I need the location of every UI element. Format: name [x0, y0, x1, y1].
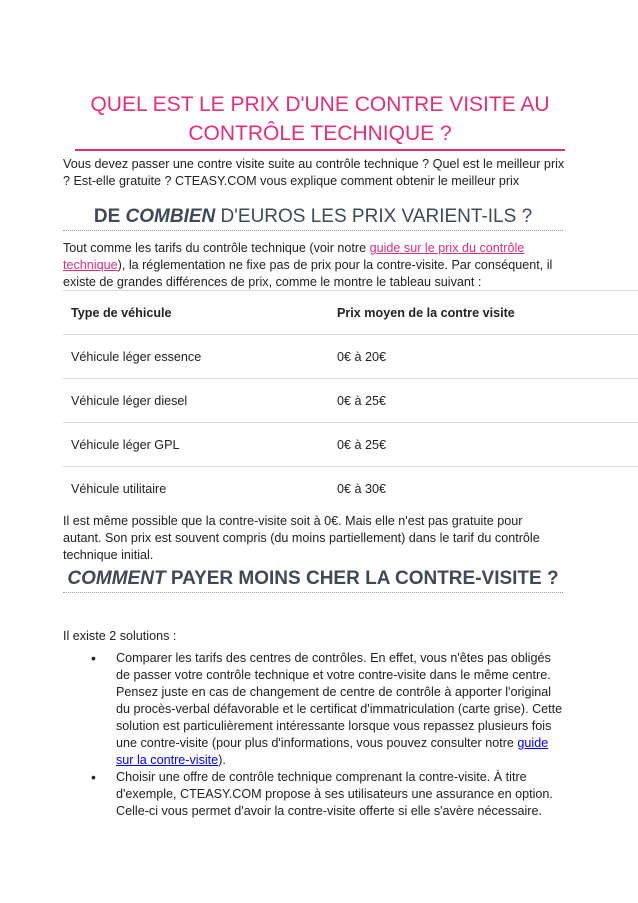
list-item [63, 769, 568, 820]
price-cell: 0€ à 25€ [329, 423, 638, 467]
solutions-list [63, 650, 568, 820]
vehicle-cell: Véhicule léger diesel [63, 379, 329, 423]
contre-visite-guide-link[interactable]: guide sur la contre-visite [116, 736, 549, 767]
price-guide-link[interactable]: guide sur le prix du contrôle technique [63, 241, 525, 272]
list-item-text: Choisir une offre de contrôle technique comprenant la contre-visite. À titre d'exemple, CTEASY.COM propose à ses utilisateurs une assurance en option. Celle-ci vous permet d'avoir la contre-visite offerte si elle s'avère nécessaire. [116, 770, 553, 818]
section-heading-prices [63, 205, 563, 231]
free-visit-paragraph: Il est même possible que la contre-visite soit à 0€. Mais elle n'est pas gratuite pour autant. Son prix est souvent compris (du moins partiellement) dans le tarif du contrôle technique initial. [63, 514, 540, 562]
list-item-text: ). [218, 753, 226, 767]
table-row [63, 379, 638, 423]
bullet-icon: • [91, 650, 96, 666]
table-row [63, 423, 638, 467]
list-item-text: Comparer les tarifs des centres de contrôles. En effet, vous n'êtes pas obligés de passer votre contrôle technique et votre contre-visite dans le même centre. Pensez juste en cas de changement de centre de contrôle à apporter l'original du procès-verbal défavorable et le certificat d'immatriculation (carte grise). Cette solution est particulièrement intéressante lorsque vous repassez plusieurs fois une contre-visite (pour plus d'informations, vous pouvez consulter notre [116, 651, 563, 750]
column-header-vehicle: Type de véhicule [63, 291, 329, 335]
vehicle-cell: Véhicule utilitaire [63, 467, 329, 511]
intro-paragraph: Vous devez passer une contre visite suite au contrôle technique ? Quel est le meilleur prix ? Est-elle gratuite ? CTEASY.COM vous explique comment obtenir le meilleur prix [63, 157, 565, 188]
prices-table [63, 290, 638, 510]
bullet-icon: • [91, 769, 96, 785]
price-cell: 0€ à 30€ [329, 467, 638, 511]
section-heading-cheaper [63, 568, 563, 593]
solutions-intro: Il existe 2 solutions : [63, 629, 177, 643]
table-row [63, 467, 638, 511]
heading-emphasis: COMMENT [67, 568, 166, 589]
heading-text: DE [93, 206, 126, 227]
column-header-price: Prix moyen de la contre visite [329, 291, 638, 335]
vehicle-cell: Véhicule léger essence [63, 335, 329, 379]
table-row [63, 335, 638, 379]
paragraph-text: ), la réglementation ne fixe pas de prix pour la contre-visite. Par conséquent, il existe de grandes différences de prix, comme le montre le tableau suivant : [63, 258, 553, 289]
vehicle-cell: Véhicule léger GPL [63, 423, 329, 467]
heading-text: D'EUROS LES PRIX VARIENT-ILS ? [215, 206, 533, 227]
list-item [63, 650, 568, 769]
price-cell: 0€ à 20€ [329, 335, 638, 379]
page-title: QUEL EST LE PRIX D'UNE CONTRE VISITE AU CONTRÔLE TECHNIQUE ? [75, 90, 565, 151]
paragraph-text: Tout comme les tarifs du contrôle technique (voir notre [63, 241, 370, 255]
table-header-row [63, 291, 638, 335]
heading-text: PAYER MOINS CHER LA CONTRE-VISITE ? [165, 568, 559, 589]
prices-paragraph [63, 240, 563, 291]
price-cell: 0€ à 25€ [329, 379, 638, 423]
heading-emphasis: COMBIEN [125, 206, 216, 227]
